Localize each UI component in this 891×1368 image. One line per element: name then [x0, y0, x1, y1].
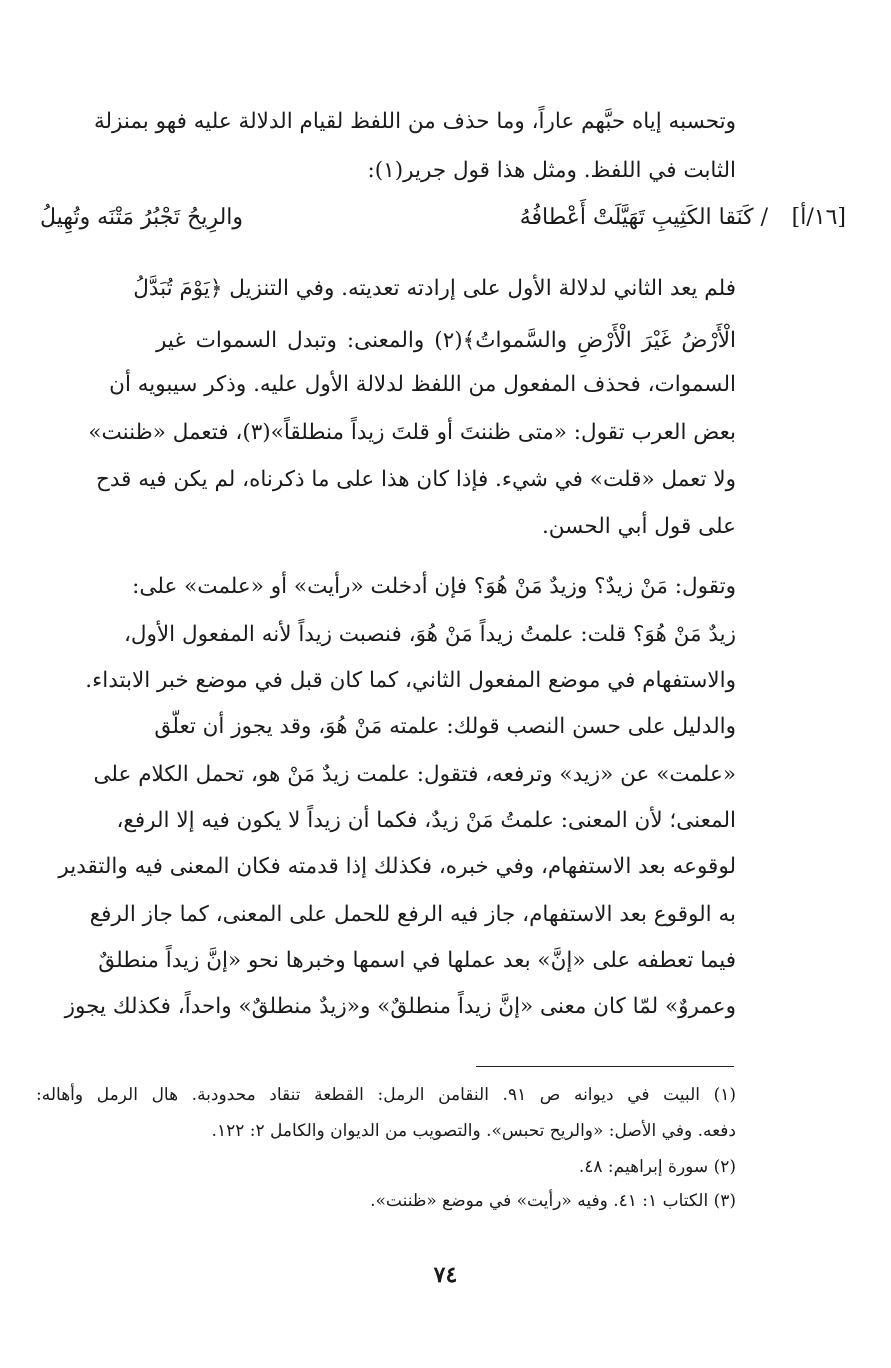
body-line: الثابت في اللفظ. ومثل هذا قول جرير(١):: [367, 158, 736, 183]
body-line: بعض العرب تقول: «متى ظننتَ أو قلتَ زيداً منطلقاً»(٣)، فتعمل «ظننت»: [88, 420, 736, 445]
footnote-line: (٢) سورة إبراهيم: ٤٨.: [578, 1157, 736, 1177]
body-line: فلم يعد الثاني لدلالة الأول على إرادته تعديته. وفي التنزيل ﴿يَوْمَ تُبَدَّلُ: [133, 276, 736, 301]
body-line: فيما تعطفه على «إنَّ» بعد عملها في اسمها وخبرها نحو «إنَّ زيداً منطلقٌ: [98, 948, 736, 973]
verse-first-hemistich: / كَنَقا الكَثِيبِ تَهَيَّلَتْ أَعْطافُهُ: [519, 205, 768, 230]
body-line: والاستفهام في موضع المفعول الثاني، كما كان قبل في موضع خبر الابتداء.: [85, 668, 736, 693]
body-line: «علمت» عن «زيد» وترفعه، فتقول: علمت زيدٌ مَنْ هو، تحمل الكلام على: [93, 762, 736, 787]
body-line: وتقول: مَنْ زيدٌ؟ وزيدٌ مَنْ هُوَ؟ فإن أدخلت «رأيت» أو «علمت» على:: [132, 574, 736, 599]
body-line: الْأَرْضُ غَيْرَ الْأَرْضِ والسَّمواتُ﴾(٢) والمعنى: وتبدل السموات غير: [156, 328, 736, 353]
body-line: المعنى؛ لأن المعنى: علمتُ مَنْ زيدٌ، فكما أن زيداً لا يكون فيه إلا الرفع،: [116, 808, 736, 833]
page-number: ٧٤: [433, 1262, 458, 1288]
footnote-line: (٣) الكتاب ١: ٤١. وفيه «رأيت» في موضع «ظننت».: [370, 1191, 736, 1211]
body-line: والدليل على حسن النصب قولك: علمته مَنْ هُوَ، وقد يجوز أن تعلّق: [154, 714, 736, 739]
body-line: لوقوعه بعد الاستفهام، وفي خبره، فكذلك إذا قدمته فكان المعنى فيه والتقدير: [58, 854, 736, 879]
body-line: وتحسبه إياه حبَّهم عاراً، وما حذف من اللفظ لقيام الدلالة عليه فهو بمنزلة: [93, 109, 736, 134]
verse-second-hemistich: والرِيحُ تَجْبُرُ مَتْنَه وتُهِيلُ: [40, 205, 244, 230]
body-line: السموات، فحذف المفعول من اللفظ لدلالة الأول عليه. وذكر سيبويه أن: [109, 372, 736, 397]
manuscript-folio-ref: [١٦/أ]: [791, 205, 846, 230]
footnote-line: دفعه. وفي الأصل: «والريح تحبس». والتصويب من الديوان والكامل ٢: ١٢٢.: [211, 1121, 736, 1141]
footnote-separator: [476, 1066, 734, 1067]
body-line: زيدٌ مَنْ هُوَ؟ قلت: علمتُ زيداً مَنْ هُوَ، فنصبت زيداً لأنه المفعول الأول،: [123, 622, 736, 647]
body-line: به الوقوع بعد الاستفهام، جاز فيه الرفع للحمل على المعنى، كما جاز الرفع: [89, 902, 736, 927]
footnote-line: (١) البيت في ديوانه ص ٩١. النقامن الرمل: القطعة تنقاد محدودبة. هال الرمل وأهاله:: [36, 1085, 736, 1105]
body-line: على قول أبي الحسن.: [541, 514, 736, 539]
body-line: وعمروٌ» لمّا كان معنى «إنَّ زيداً منطلقٌ» و«زيدٌ منطلقٌ» واحداً، فكذلك يجوز: [64, 994, 736, 1019]
poem-verse: [40, 198, 846, 238]
body-line: ولا تعمل «قلت» في شيء. فإذا كان هذا على ما ذكرناه، لم يكن فيه قدح: [96, 467, 736, 492]
